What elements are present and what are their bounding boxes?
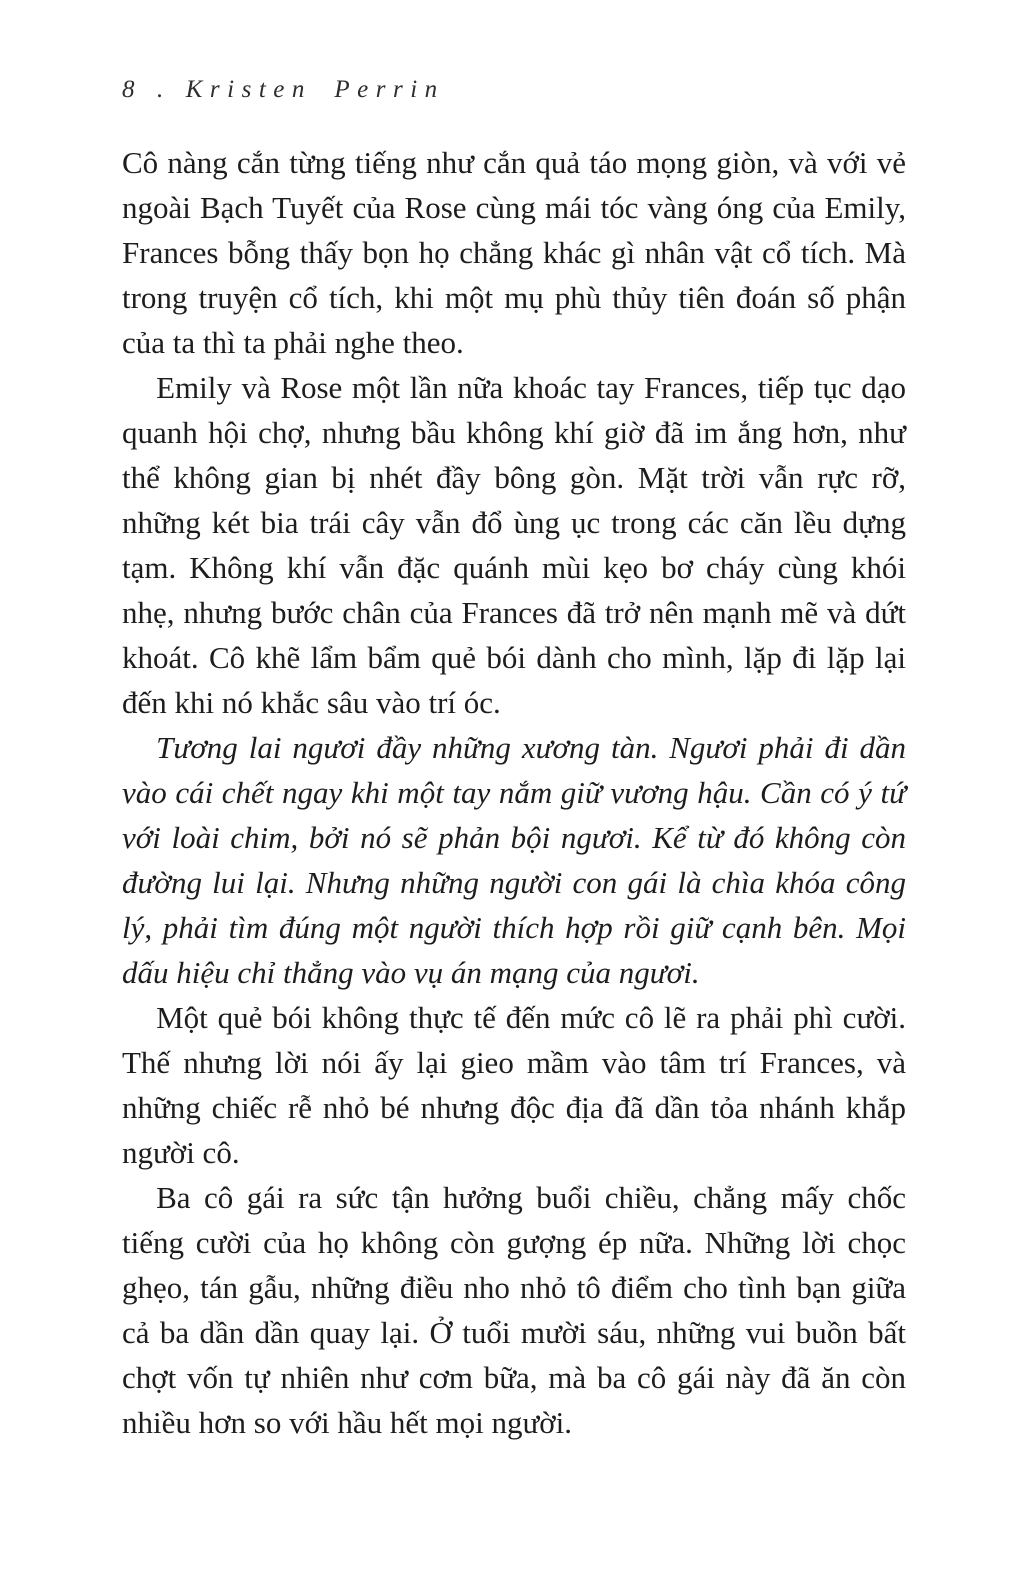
paragraph-prophecy-italic: Tương lai ngươi đầy những xương tàn. Ngươi phải đi dần vào cái chết ngay khi một tay nắm giữ vương hậu. Cần có ý tứ với loài chim, bởi nó sẽ phản bội ngươi. Kể từ đó không còn đường lui lại. Nhưng những người con gái là chìa khóa công lý, phải tìm đúng một người thích hợp rồi giữ cạnh bên. Mọi dấu hiệu chỉ thẳng vào vụ án mạng của ngươi. xyxy=(122,730,906,990)
paragraph: Một quẻ bói không thực tế đến mức cô lẽ ra phải phì cười. Thế nhưng lời nói ấy lại gieo mầm vào tâm trí Frances, và những chiếc rễ nhỏ bé nhưng độc địa đã dần tỏa nhánh khắp người cô. xyxy=(122,1000,906,1170)
paragraph: Emily và Rose một lần nữa khoác tay Frances, tiếp tục dạo quanh hội chợ, nhưng bầu không khí giờ đã im ắng hơn, như thể không gian bị nhét đầy bông gòn. Mặt trời vẫn rực rỡ, những két bia trái cây vẫn đổ ùng ục trong các căn lều dựng tạm. Không khí vẫn đặc quánh mùi kẹo bơ cháy cùng khói nhẹ, nhưng bước chân của Frances đã trở nên mạnh mẽ và dứt khoát. Cô khẽ lẩm bẩm quẻ bói dành cho mình, lặp đi lặp lại đến khi nó khắc sâu vào trí óc. xyxy=(122,370,906,720)
page-body xyxy=(122,140,906,1445)
paragraph: Ba cô gái ra sức tận hưởng buổi chiều, chẳng mấy chốc tiếng cười của họ không còn gượng ép nữa. Những lời chọc ghẹo, tán gẫu, những điều nho nhỏ tô điểm cho tình bạn giữa cả ba dần dần quay lại. Ở tuổi mười sáu, những vui buồn bất chợt vốn tự nhiên như cơm bữa, mà ba cô gái này đã ăn còn nhiều hơn so với hầu hết mọi người. xyxy=(122,1180,906,1440)
author-name: Kristen Perrin xyxy=(185,76,445,103)
header-separator: . xyxy=(157,76,171,103)
page-number: 8 xyxy=(122,76,142,103)
page-header xyxy=(122,76,906,104)
paragraph: Cô nàng cắn từng tiếng như cắn quả táo mọng giòn, và với vẻ ngoài Bạch Tuyết của Rose cùng mái tóc vàng óng của Emily, Frances bỗng thấy bọn họ chẳng khác gì nhân vật cổ tích. Mà trong truyện cổ tích, khi một mụ phù thủy tiên đoán số phận của ta thì ta phải nghe theo. xyxy=(122,145,906,360)
